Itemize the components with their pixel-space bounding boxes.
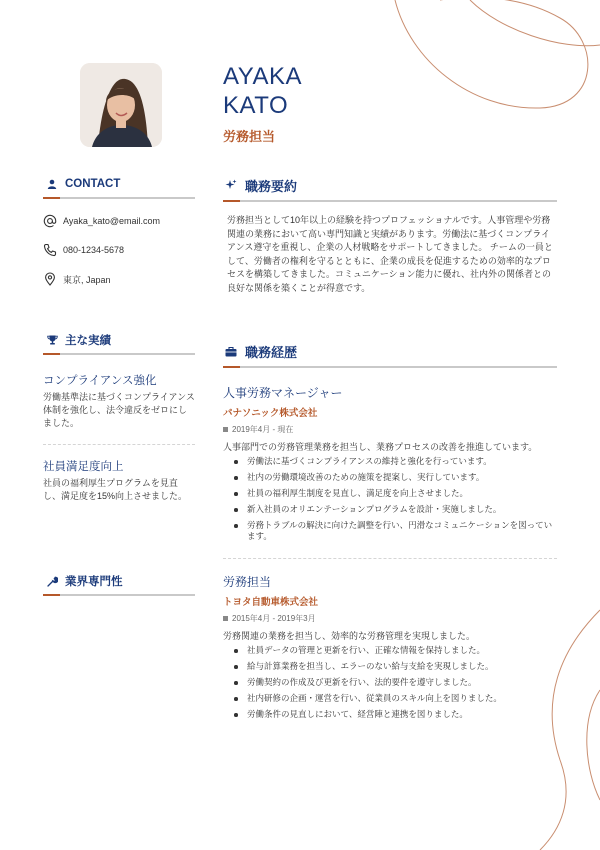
job-date: [223, 424, 557, 435]
job-title: 人事労務マネージャー: [223, 386, 343, 400]
list-item: 社内研修の企画・運営を行い、従業員のスキル向上を図りました。: [223, 693, 557, 704]
last-name: KATO: [223, 92, 289, 119]
achievement-item: [43, 372, 195, 430]
section-divider: [43, 594, 195, 596]
job-company: パナソニック株式会社: [223, 408, 318, 419]
list-item: 労務トラブルの解決に向けた調整を行い、円滑なコミュニケーションを図っています。: [223, 520, 557, 542]
sparkle-icon: [224, 178, 238, 192]
job-title: 労務担当: [223, 575, 272, 589]
achievement-text: 労働基準法に基づくコンプライアンス体制を強化し、法令違反をゼロにしました。: [43, 392, 195, 428]
avatar: [80, 63, 162, 147]
summary-heading-label: 職務要約: [245, 178, 298, 194]
email-row[interactable]: [43, 212, 195, 230]
job-entry: [223, 384, 557, 542]
at-icon: [43, 214, 57, 228]
achievements-section: [43, 332, 195, 503]
first-name: AYAKA: [223, 63, 302, 90]
list-item: 労働契約の作成及び更新を行い、法的要件を遵守しました。: [223, 677, 557, 688]
job-date: [223, 613, 557, 624]
list-item: 社員データの管理と更新を行い、正確な情報を保持しました。: [223, 645, 557, 656]
experience-section: [223, 342, 557, 725]
achievements-heading-label: 主な実績: [65, 335, 111, 347]
list-item: 給与計算業務を担当し、エラーのない給与支給を実現しました。: [223, 661, 557, 672]
achievement-divider: [43, 444, 195, 445]
location-row: [43, 270, 195, 288]
job-description: 人事部門での労務管理業務を担当し、業務プロセスの改善を推進しています。: [223, 442, 538, 452]
achievements-heading: [43, 332, 195, 348]
job-entry: [223, 573, 557, 720]
job-date-text: 2015年4月 - 2019年3月: [232, 614, 316, 623]
list-item: 労働法に基づくコンプライアンスの維持と強化を行っています。: [223, 456, 557, 467]
section-divider: [223, 200, 557, 202]
contact-heading: [43, 176, 195, 192]
location-pin-icon: [43, 272, 57, 286]
achievement-text: 社員の福利厚生プログラムを見直し、満足度を15%向上させました。: [43, 478, 188, 501]
expertise-section: [43, 573, 195, 596]
wrench-icon: [45, 574, 59, 588]
job-date-text: 2019年4月 - 現在: [232, 425, 294, 434]
section-divider: [43, 353, 195, 355]
list-item: 社員の福利厚生制度を見直し、満足度を向上させました。: [223, 488, 557, 499]
experience-heading: [223, 342, 557, 360]
contact-section: [43, 176, 195, 288]
experience-heading-label: 職務経歴: [245, 344, 298, 360]
job-bullets: [223, 456, 557, 542]
list-item: 社内の労働環境改善のための施策を提案し、実行しています。: [223, 472, 557, 483]
calendar-square-icon: [223, 427, 228, 432]
job-bullets: [223, 645, 557, 720]
expertise-heading: [43, 573, 195, 589]
section-divider: [223, 366, 557, 368]
expertise-heading-label: 業界専門性: [65, 576, 123, 588]
achievement-title: コンプライアンス強化: [43, 375, 157, 387]
profile-photo: [80, 63, 162, 147]
phone-text[interactable]: 080-1234-5678: [63, 245, 125, 255]
section-divider: [43, 197, 195, 199]
person-icon: [45, 177, 59, 191]
email-text[interactable]: Ayaka_kato@email.com: [63, 216, 161, 226]
list-item: 労働条件の見直しにおいて、経営陣と連携を図りました。: [223, 709, 557, 720]
summary-heading: [223, 176, 557, 194]
summary-text: 労務担当として10年以上の経験を持つプロフェッショナルです。人事管理や労務関連の業務において高い専門知識と実績があります。労働法に基づくコンプライアンス遵守を重視し、企業の人材戦略をサポートしてきました。 チームの一員として、労働者の権利を守るとともに、企業の成長を促進するための効率的なプロセスを構築してきました。コミュニケーション能力に優れ、社内外の関係者との良好な関係を築くことが得意です。: [227, 215, 553, 293]
contact-heading-label: CONTACT: [65, 178, 121, 190]
job-role: 労務担当: [223, 129, 276, 144]
calendar-square-icon: [223, 616, 228, 621]
location-text: 東京, Japan: [63, 274, 111, 285]
trophy-icon: [45, 333, 59, 347]
achievement-item: [43, 458, 195, 503]
candidate-name: [223, 62, 302, 120]
job-description: 労務関連の業務を担当し、効率的な労務管理を実現しました。: [223, 631, 476, 641]
job-company: トヨタ自動車株式会社: [223, 597, 319, 608]
briefcase-icon: [224, 344, 238, 358]
phone-icon: [43, 243, 57, 257]
phone-row[interactable]: [43, 241, 195, 259]
list-item: 新入社員のオリエンテーションプログラムを設計・実施しました。: [223, 504, 557, 515]
summary-section: [223, 176, 557, 295]
job-divider: [223, 558, 557, 559]
achievement-title: 社員満足度向上: [43, 461, 124, 473]
